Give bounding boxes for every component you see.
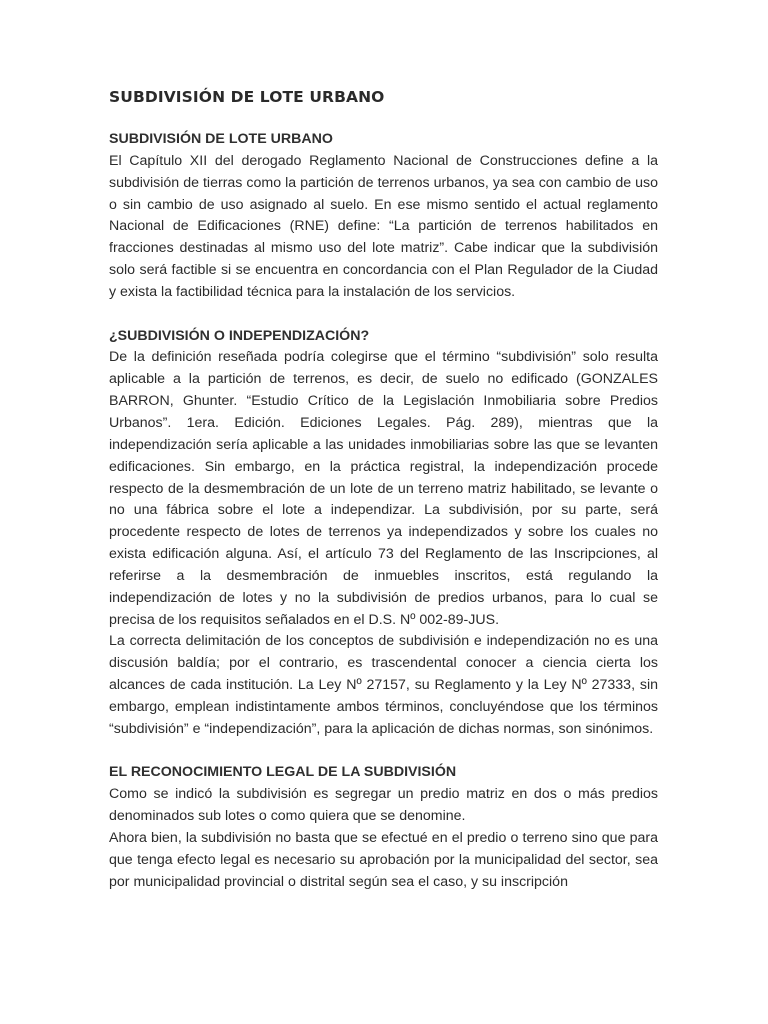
paragraph: El Capítulo XII del derogado Reglamento Nacional de Construcciones define a la subdivisión de tierras como la partición de terrenos urbanos, ya sea con cambio de uso o sin cambio de uso asignado al suelo. En ese mismo sentido el actual reglamento Nacional de Edificaciones (RNE) define: “La partición de terrenos habilitados en fracciones destinadas al mismo uso del lote matriz”. Cabe indicar que la subdivisión solo será factible si se encuentra en concordancia con el Plan Regulador de la Ciudad y exista la factibilidad técnica para la instalación de los servicios. <box>109 152 658 300</box>
section-heading-subdivision: SUBDIVISIÓN DE LOTE URBANO <box>109 131 333 147</box>
section-heading-subdivision-o-independizacion: ¿SUBDIVISIÓN O INDEPENDIZACIÓN? <box>109 327 370 344</box>
paragraph: Como se indicó la subdivisión es segregar un predio matriz en dos o más predios denominados sub lotes o como quiera que se denomine. <box>109 786 658 825</box>
document-body <box>109 129 658 894</box>
section-spacer <box>109 304 658 326</box>
paragraph: Ahora bien, la subdivisión no basta que se efectué en el predio o terreno sino que para que tenga efecto legal es necesario su aprobación por la municipalidad del sector, sea por municipalidad provincial o distrital según sea el caso, y su inscripción <box>109 830 658 890</box>
section-spacer <box>109 741 658 763</box>
document-title: SUBDIVISIÓN DE LOTE URBANO <box>109 88 385 106</box>
section-heading-reconocimiento-legal: EL RECONOCIMIENTO LEGAL DE LA SUBDIVISIÓN <box>109 764 457 781</box>
paragraph: De la definición reseñada podría colegirse que el término “subdivisión” solo resulta aplicable a la partición de terrenos, es decir, de suelo no edificado (GONZALES BARRON, Ghunter. “Estudio Crítico de la Legislación Inmobiliaria sobre Predios Urbanos”. 1era. Edición. Ediciones Legales. Pág. 289), mientras que la independización sería aplicable a las unidades inmobiliarias sobre las que se levanten edificaciones. Sin embargo, en la práctica registral, la independización procede respecto de la desmembración de un lote de un terreno matriz habilitado, se levante o no una fábrica sobre el lote a independizar. La subdivisión, por su parte, será procedente respecto de lotes de terrenos ya independizados y sobre los cuales no exista edificación alguna. Así, el artículo 73 del Reglamento de las Inscripciones, al referirse a la desmembración de inmuebles inscritos, está regulando la independización de lotes y no la subdivisión de predios urbanos, para lo cual se precisa de los requisitos señalados en el D.S. Nº 002-89-JUS. <box>109 349 658 628</box>
paragraph: La correcta delimitación de los conceptos de subdivisión e independización no es una discusión baldía; por el contrario, es trascendental conocer a ciencia cierta los alcances de cada institución. La Ley Nº 27157, su Reglamento y la Ley Nº 27333, sin embargo, emplean indistintamente ambos términos, concluyéndose que los términos “subdivisión” e “independización”, para la aplicación de dichas normas, son sinónimos. <box>109 633 658 737</box>
